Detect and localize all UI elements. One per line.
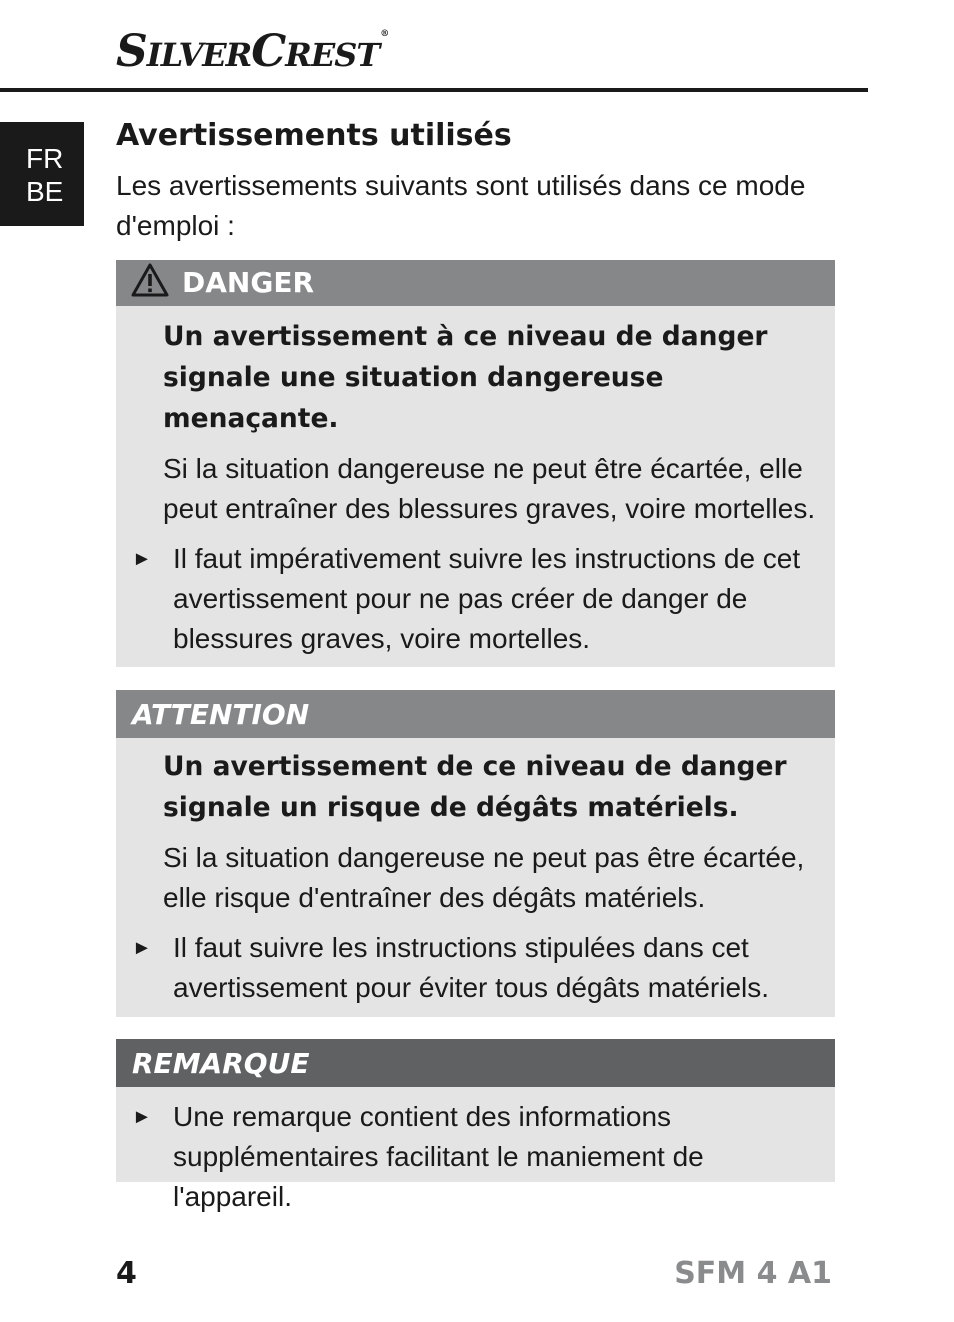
attention-header <box>116 690 835 738</box>
attention-bullet-text: Il faut suivre les instructions stipulées dans cet avertissement pour éviter tous dégâts matériels. <box>173 932 770 1003</box>
bullet-arrow-icon: ► <box>132 1106 152 1128</box>
remarque-bullet-text: Une remarque contient des informations supplémentaires facilitant le maniement de l'appareil. <box>173 1101 704 1212</box>
attention-label: ATTENTION <box>132 698 310 731</box>
page-number: 4 <box>116 1256 137 1291</box>
language-code-fr: FR <box>26 143 64 174</box>
danger-label: DANGER <box>182 266 315 299</box>
attention-bullet <box>116 928 835 1008</box>
remarque-bullet <box>116 1097 835 1217</box>
remarque-box <box>116 1039 835 1212</box>
danger-bullet <box>116 539 835 659</box>
danger-headline: Un avertissement à ce niveau de danger signale une situation dangereuse menaçante. <box>163 321 768 434</box>
remarque-header <box>116 1039 835 1087</box>
language-tab <box>0 122 84 226</box>
warning-triangle-icon <box>130 262 170 298</box>
header-divider <box>0 88 868 92</box>
bullet-arrow-icon: ► <box>132 937 152 959</box>
section-intro: Les avertissements suivants sont utilisés dans ce mode d'emploi : <box>116 170 806 241</box>
attention-text: Si la situation dangereuse ne peut pas être écartée, elle risque d'entraîner des dégâts matériels. <box>163 842 805 913</box>
bullet-arrow-icon: ► <box>132 548 152 570</box>
section-title: Avertissements utilisés <box>116 118 512 153</box>
brand-logo: SILVERCREST® <box>116 26 389 77</box>
danger-header <box>116 260 835 306</box>
model-number: SFM 4 A1 <box>674 1256 832 1291</box>
danger-bullet-text: Il faut impérativement suivre les instructions de cet avertissement pour ne pas créer de danger de blessures graves, voire mortelles. <box>173 543 801 654</box>
remarque-label: REMARQUE <box>132 1047 310 1080</box>
danger-box <box>116 260 835 667</box>
danger-text: Si la situation dangereuse ne peut être écartée, elle peut entraîner des blessures graves, voire mortelles. <box>163 453 816 524</box>
attention-headline: Un avertissement de ce niveau de danger signale un risque de dégâts matériels. <box>163 751 787 823</box>
attention-box <box>116 690 835 1017</box>
language-code-be: BE <box>26 176 64 207</box>
